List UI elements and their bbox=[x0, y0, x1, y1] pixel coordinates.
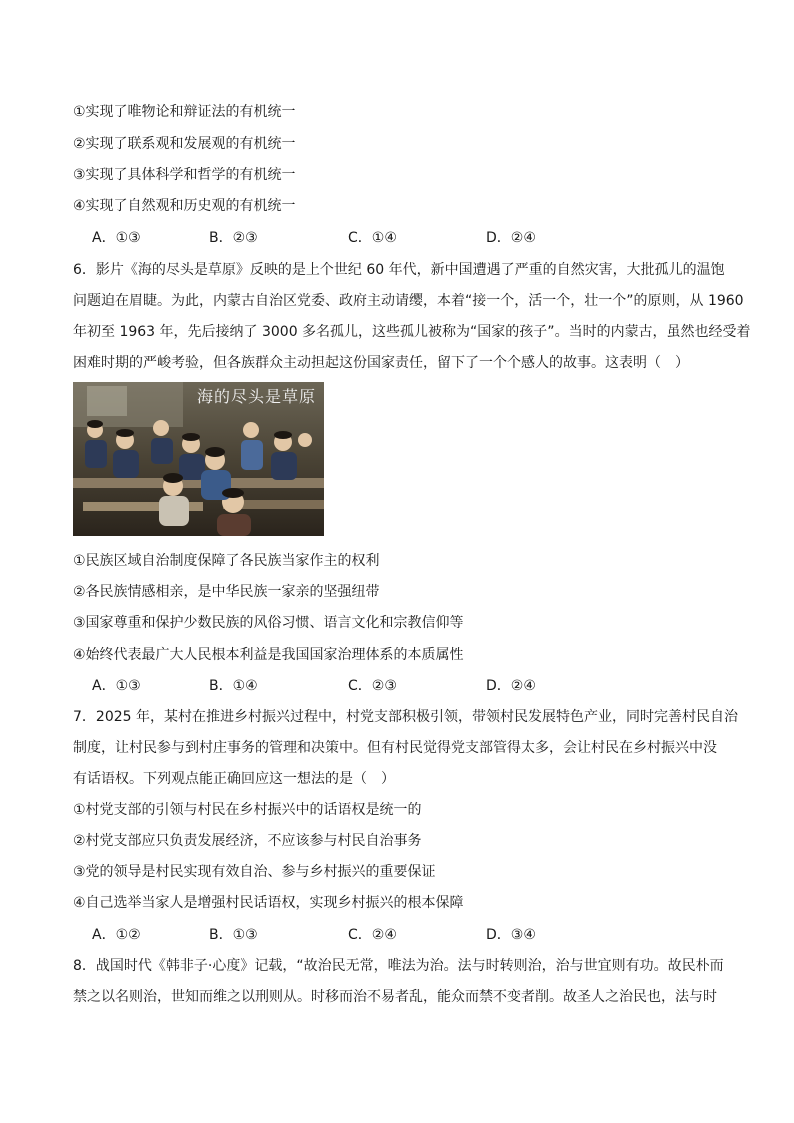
q7-stem-line-1: 7．2025 年，某村在推进乡村振兴过程中，村党支部积极引领，带领村民发展特色产业，同时完善村民自治 bbox=[73, 709, 738, 725]
movie-still-image bbox=[73, 382, 324, 536]
q6-item-1: ①民族区域自治制度保障了各民族当家作主的权利 bbox=[73, 553, 380, 569]
q6-options bbox=[92, 676, 712, 696]
q6-item-3: ③国家尊重和保护少数民族的风俗习惯、语言文化和宗教信仰等 bbox=[73, 615, 464, 631]
q5-item-2: ②实现了联系观和发展观的有机统一 bbox=[73, 136, 296, 152]
q7-item-4: ④自己选举当家人是增强村民话语权，实现乡村振兴的根本保障 bbox=[73, 895, 464, 911]
q6-option-d[interactable]: D．②④ bbox=[486, 678, 536, 694]
q5-item-1: ①实现了唯物论和辩证法的有机统一 bbox=[73, 104, 296, 120]
q6-item-2: ②各民族情感相亲，是中华民族一家亲的坚强纽带 bbox=[73, 584, 380, 600]
q7-option-c[interactable]: C．②④ bbox=[348, 927, 397, 943]
q5-option-c[interactable]: C．①④ bbox=[348, 230, 397, 246]
q7-stem-line-2: 制度，让村民参与到村庄事务的管理和决策中。但有村民觉得党支部管得太多，会让村民在乡村振兴中没 bbox=[73, 740, 717, 756]
q6-stem-line-3: 年初至 1963 年，先后接纳了 3000 多名孤儿，这些孤儿被称为“国家的孩子”。当时的内蒙古，虽然也经受着 bbox=[73, 324, 751, 340]
q5-options bbox=[92, 228, 712, 248]
q6-stem-line-1: 6．影片《海的尽头是草原》反映的是上个世纪 60 年代，新中国遭遇了严重的自然灾害，大批孤儿的温饱 bbox=[73, 262, 725, 278]
q7-item-2: ②村党支部应只负责发展经济，不应该参与村民自治事务 bbox=[73, 833, 422, 849]
q7-options bbox=[92, 925, 712, 945]
q5-option-d[interactable]: D．②④ bbox=[486, 230, 536, 246]
movie-title-text: 海的尽头是草原 bbox=[196, 387, 316, 406]
q6-stem-line-4: 困难时期的严峻考验，但各族群众主动担起这份国家责任，留下了一个个感人的故事。这表明（ ） bbox=[73, 355, 689, 371]
q7-option-d[interactable]: D．③④ bbox=[486, 927, 536, 943]
q6-option-a[interactable]: A．①③ bbox=[92, 678, 141, 694]
q7-item-1: ①村党支部的引领与村民在乡村振兴中的话语权是统一的 bbox=[73, 802, 422, 818]
q7-item-3: ③党的领导是村民实现有效自治、参与乡村振兴的重要保证 bbox=[73, 864, 436, 880]
q7-option-b[interactable]: B．①③ bbox=[209, 927, 258, 943]
q6-option-c[interactable]: C．②③ bbox=[348, 678, 397, 694]
q5-option-b[interactable]: B．②③ bbox=[209, 230, 258, 246]
q6-option-b[interactable]: B．①④ bbox=[209, 678, 258, 694]
q5-item-4: ④实现了自然观和历史观的有机统一 bbox=[73, 198, 296, 214]
q5-item-3: ③实现了具体科学和哲学的有机统一 bbox=[73, 167, 296, 183]
q8-stem-line-2: 禁之以名则治，世知而维之以刑则从。时移而治不易者乱，能众而禁不变者削。故圣人之治民也，法与时 bbox=[73, 989, 717, 1005]
q7-stem-line-3: 有话语权。下列观点能正确回应这一想法的是（ ） bbox=[73, 771, 395, 787]
q6-stem-line-2: 问题迫在眉睫。为此，内蒙古自治区党委、政府主动请缨，本着“接一个，活一个，壮一个”的原则，从 1960 bbox=[73, 293, 744, 309]
q6-item-4: ④始终代表最广大人民根本利益是我国国家治理体系的本质属性 bbox=[73, 647, 464, 663]
q7-option-a[interactable]: A．①② bbox=[92, 927, 141, 943]
q8-stem-line-1: 8．战国时代《韩非子·心度》记载，“故治民无常，唯法为治。法与时转则治，治与世宜则有功。故民朴而 bbox=[73, 958, 724, 974]
q5-option-a[interactable]: A．①③ bbox=[92, 230, 141, 246]
